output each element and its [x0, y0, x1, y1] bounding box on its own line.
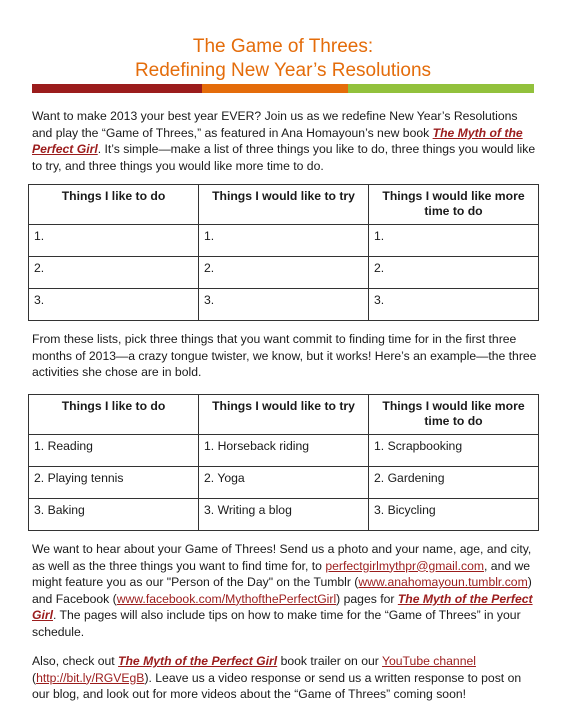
middle-paragraph: From these lists, pick three things that you want commit to finding time for in the first three months of 2013—a crazy tongue twister, we know, but it works! Here’s an example—the three activities she chose are in bold. — [32, 332, 537, 380]
activity: Writing a blog — [217, 503, 292, 517]
chosen-activity: Horseback riding — [217, 439, 310, 453]
table-header-row — [29, 185, 539, 225]
item-number: 2. — [204, 471, 218, 485]
table-row — [29, 257, 539, 289]
activity: Yoga — [217, 471, 245, 485]
table-cell: 3. — [369, 289, 539, 321]
facebook-link[interactable]: www.facebook.com/MythofthePerfectGirl — [116, 591, 337, 606]
table-row — [29, 467, 539, 499]
activity: Bicycling — [387, 503, 436, 517]
page-title-line1: The Game of Threes: — [192, 36, 374, 57]
page-title-line2: Redefining New Year’s Resolutions — [134, 60, 432, 81]
table-cell: 1. — [29, 225, 199, 257]
share-text-a: We want to hear about your Game of Threes! Send us a photo and your name, age, and city, as well as the three things you want to find time for, to — [32, 542, 532, 573]
email-link[interactable]: perfectgirlmythpr@gmail.com — [325, 558, 485, 573]
share-text-b: , and we might feature you as our "Person of the Day" on the Tumblr ( — [32, 558, 531, 590]
color-rule-green — [348, 84, 534, 93]
closing-text-a: Also, check out — [32, 654, 119, 668]
header-more-time: Things I would like more time to do — [369, 185, 539, 225]
item-number: 1. — [374, 439, 388, 453]
table-cell — [369, 467, 539, 499]
activity: Reading — [47, 439, 93, 453]
table-header-row — [29, 395, 539, 435]
item-number: 1. — [204, 439, 218, 453]
header-like-to-do: Things I like to do — [29, 395, 199, 435]
header-more-time: Things I would like more time to do — [369, 395, 539, 435]
book-title-link[interactable]: The Myth of the Perfect Girl — [118, 654, 278, 668]
youtube-channel-link[interactable]: YouTube channel — [381, 654, 476, 668]
blank-lists-table — [28, 184, 539, 321]
table-row — [29, 289, 539, 321]
table-cell: 2. — [199, 257, 369, 289]
color-rule-red — [32, 84, 202, 93]
table-cell — [29, 435, 199, 467]
intro-text-a: Want to make 2013 your best year EVER? Join us as we redefine New Year’s Resolutions and play the “Game of Threes,” as featured in Ana Homayoun’s new book — [32, 109, 518, 140]
table-cell — [29, 467, 199, 499]
tumblr-link[interactable]: www.anahomayoun.tumblr.com — [358, 575, 528, 590]
intro-paragraph — [32, 108, 538, 174]
table-cell: 1. — [369, 225, 539, 257]
table-cell: 3. — [199, 289, 369, 321]
header-like-to-try: Things I would like to try — [199, 185, 369, 225]
table-cell — [369, 435, 539, 467]
table-cell: 3. — [29, 289, 199, 321]
share-paragraph — [32, 541, 538, 641]
table-row — [29, 225, 539, 257]
activity: Playing tennis — [47, 471, 124, 485]
share-text-e: . The pages will also include tips on how to make time for the “Game of Threes” in your schedule. — [32, 608, 521, 639]
item-number: 3. — [34, 503, 48, 517]
table-row — [29, 499, 539, 531]
bitly-link[interactable]: http://bit.ly/RGVEgB — [36, 670, 145, 685]
table-cell: 2. — [29, 257, 199, 289]
chosen-activity: Scrapbooking — [387, 439, 463, 453]
table-cell — [369, 499, 539, 531]
table-cell — [199, 435, 369, 467]
item-number: 1. — [34, 439, 48, 453]
header-like-to-do: Things I like to do — [29, 185, 199, 225]
table-cell — [199, 499, 369, 531]
intro-text-b: . It’s simple—make a list of three things you like to do, three things you would like to try, and three things you would like more time to do. — [32, 142, 536, 173]
chosen-activity: Baking — [47, 503, 85, 517]
closing-text-b: book trailer on our — [277, 654, 382, 668]
table-cell — [199, 467, 369, 499]
table-cell: 2. — [369, 257, 539, 289]
item-number: 2. — [34, 471, 48, 485]
share-text-d: ) pages for — [336, 591, 398, 606]
example-lists-table — [28, 394, 539, 531]
item-number: 2. — [374, 471, 388, 485]
closing-text-d: ). Leave us a video response or send us a written response to post on our blog, and look out for more videos about the “Game of Threes” coming soon! — [32, 670, 522, 702]
book-title-link[interactable]: The Myth of the Perfect Girl — [32, 591, 533, 623]
share-text-c: ) and Facebook ( — [32, 575, 532, 606]
table-row — [29, 435, 539, 467]
closing-paragraph — [32, 653, 538, 703]
table-cell — [29, 499, 199, 531]
book-title-link[interactable]: The Myth of the Perfect Girl — [32, 125, 523, 157]
header-like-to-try: Things I would like to try — [199, 395, 369, 435]
table-cell: 1. — [199, 225, 369, 257]
activity: Gardening — [387, 471, 445, 485]
item-number: 3. — [204, 503, 218, 517]
color-rule-orange — [202, 84, 348, 93]
item-number: 3. — [374, 503, 388, 517]
closing-text-c: ( — [32, 670, 37, 685]
